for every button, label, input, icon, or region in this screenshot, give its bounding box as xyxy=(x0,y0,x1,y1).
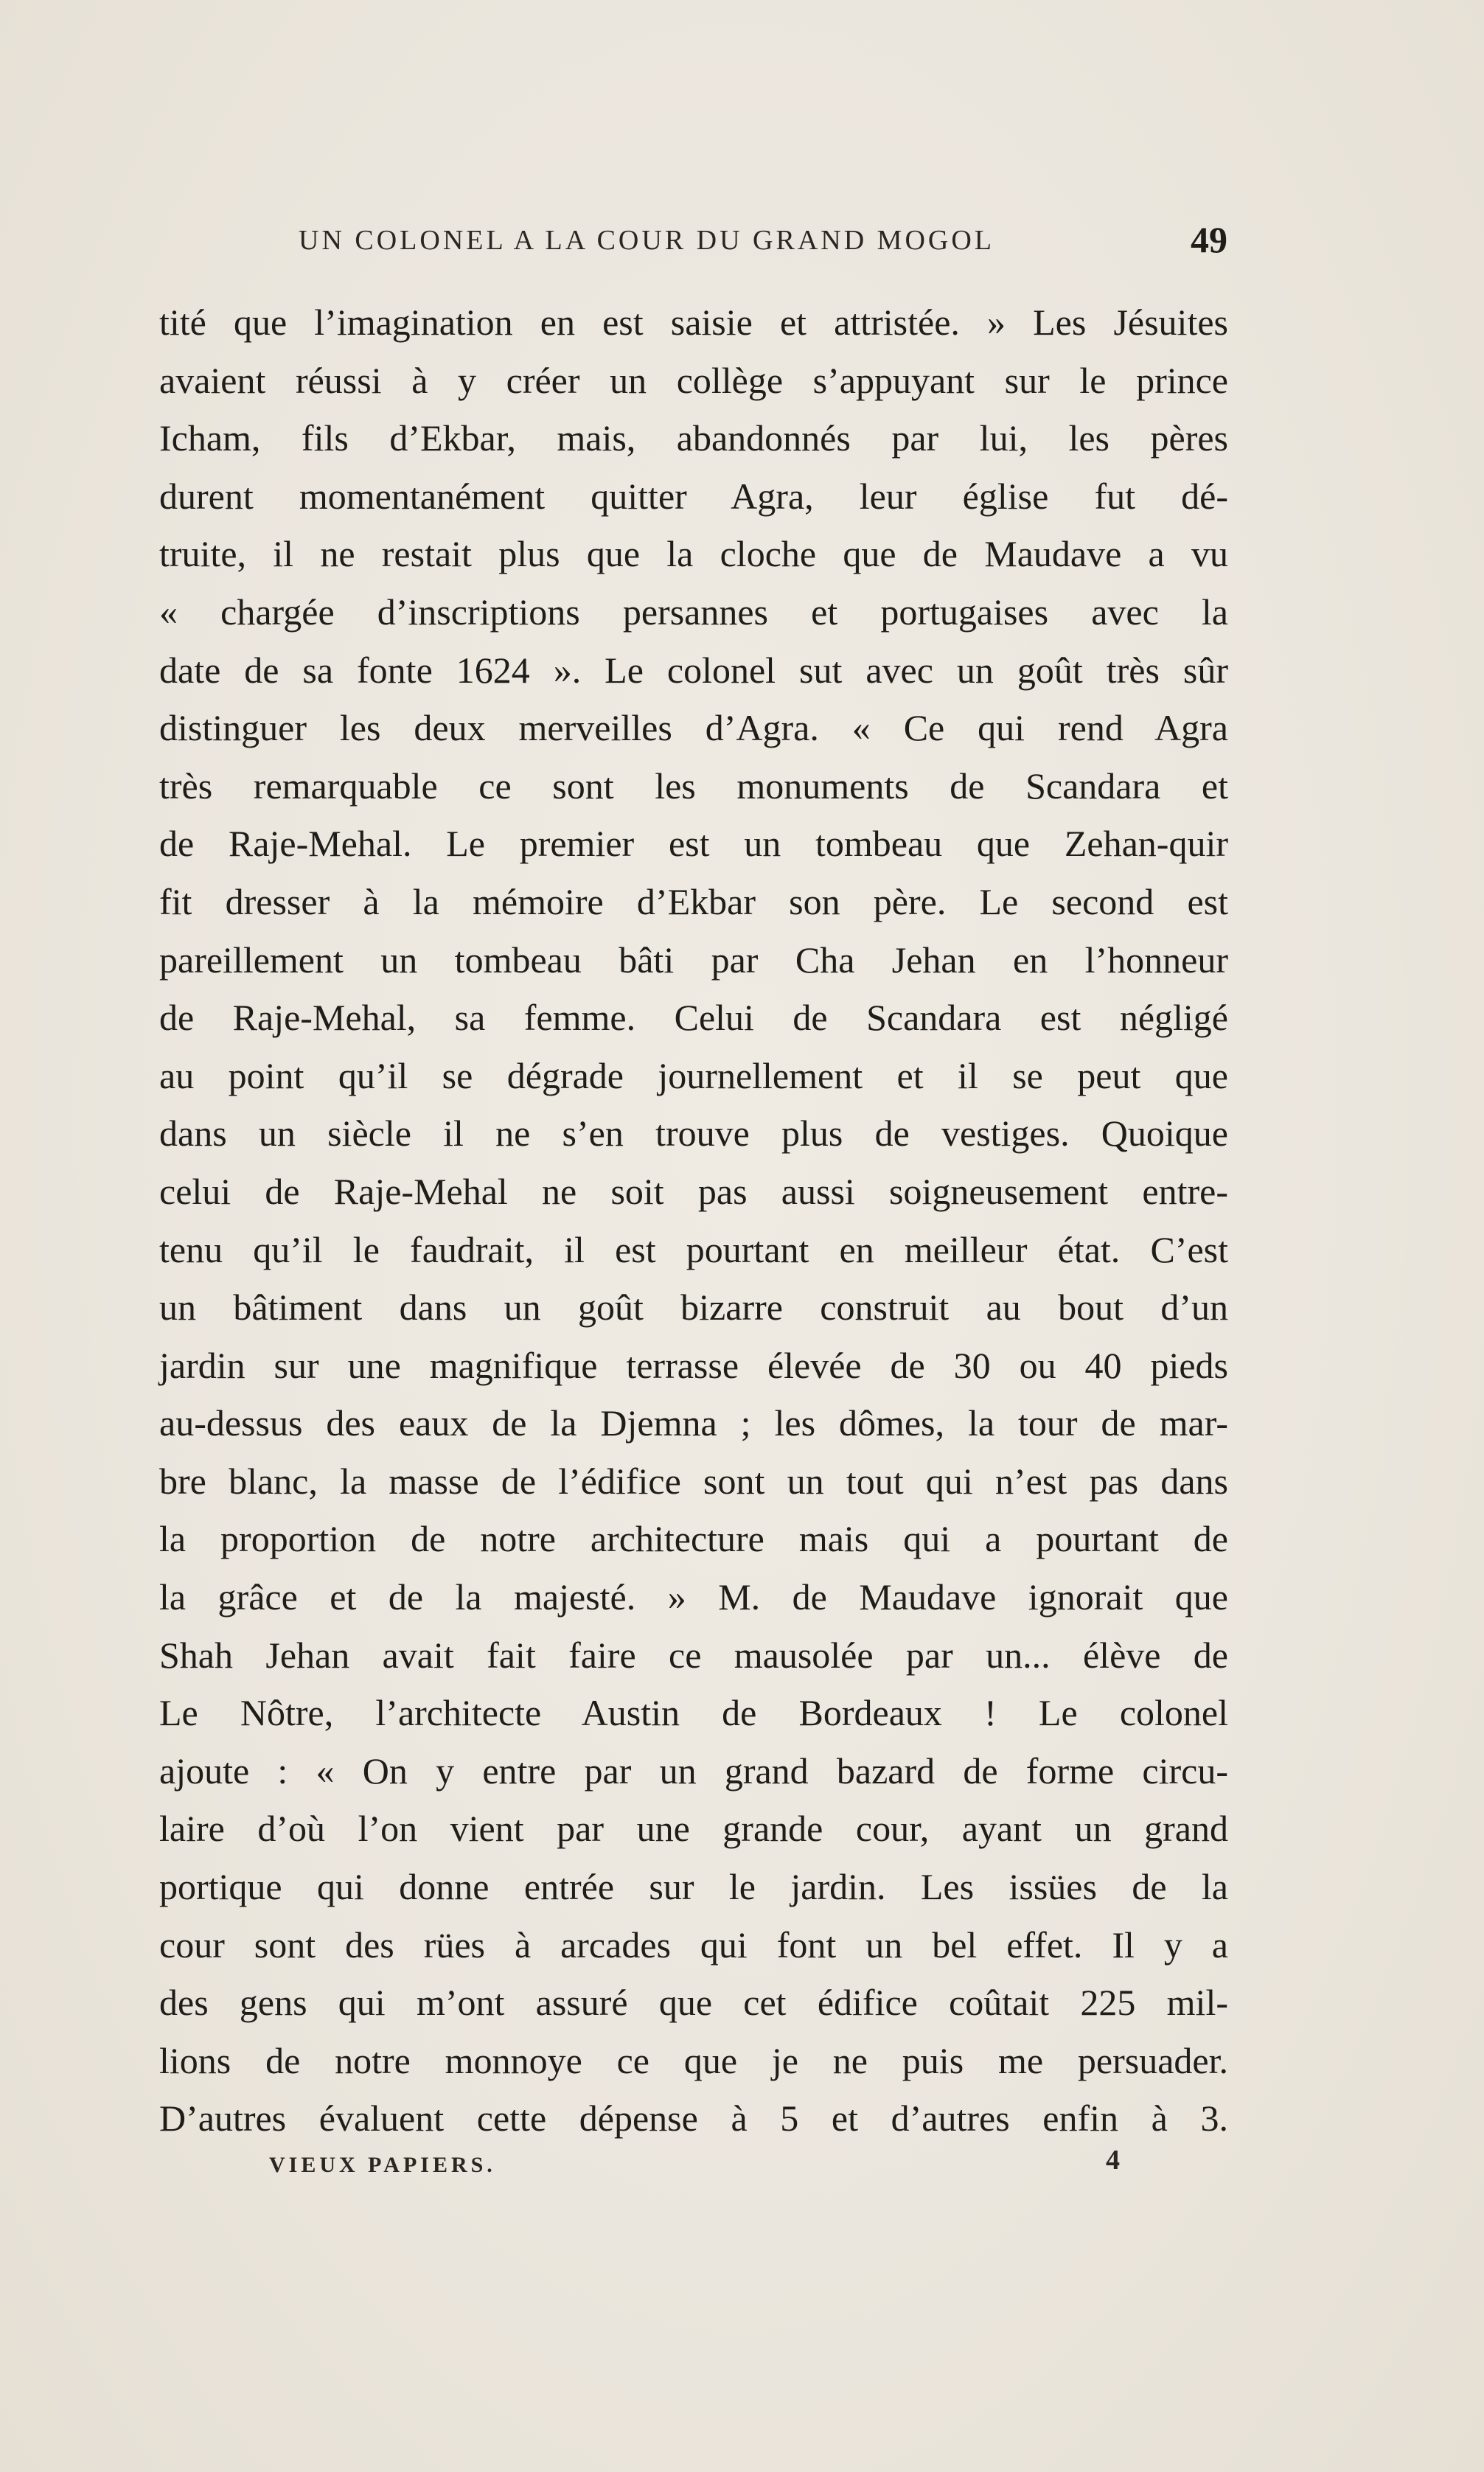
text-line: un bâtiment dans un goût bizarre construit au bout d’un xyxy=(159,1287,1228,1329)
text-line: avaient réussi à y créer un collège s’appuyant sur le prince xyxy=(159,359,1228,401)
text-line: laire d’où l’on vient par une grande cour, ayant un grand xyxy=(159,1808,1228,1850)
text-line: bre blanc, la masse de l’édifice sont un tout qui n’est pas dans xyxy=(159,1460,1228,1502)
text-line: Shah Jehan avait fait faire ce mausolée par un... élève de xyxy=(159,1634,1228,1676)
text-line: date de sa fonte 1624 ». Le colonel sut avec un goût très sûr xyxy=(159,649,1228,691)
page-number: 49 xyxy=(1191,219,1227,260)
text-line: très remarquable ce sont les monuments de Scandara et xyxy=(159,765,1228,807)
running-head xyxy=(299,218,1227,262)
text-line: dans un siècle il ne s’en trouve plus de vestiges. Quoique xyxy=(159,1113,1228,1155)
text-line: truite, il ne restait plus que la cloche que de Maudave a vu xyxy=(159,533,1228,575)
text-line: de Raje-Mehal. Le premier est un tombeau que Zehan-quir xyxy=(159,823,1228,865)
text-line: durent momentanément quitter Agra, leur église fut dé- xyxy=(159,475,1228,517)
text-line: Icham, fils d’Ekbar, mais, abandonnés par lui, les pères xyxy=(159,417,1228,459)
text-line: tenu qu’il le faudrait, il est pourtant en meilleur état. C’est xyxy=(159,1228,1228,1270)
text-line: lions de notre monnoye ce que je ne puis me persuader. xyxy=(159,2039,1228,2081)
text-line: celui de Raje-Mehal ne soit pas aussi soigneusement entre- xyxy=(159,1170,1228,1212)
text-line: la proportion de notre architecture mais qui a pourtant de xyxy=(159,1518,1228,1560)
text-line: fit dresser à la mémoire d’Ekbar son père. Le second est xyxy=(159,880,1228,922)
text-line: des gens qui m’ont assuré que cet édifice coûtait 225 mil- xyxy=(159,1982,1228,2024)
text-line: cour sont des rües à arcades qui font un bel effet. Il y a xyxy=(159,1923,1228,1966)
text-line: D’autres évaluent cette dépense à 5 et d’autres enfin à 3. xyxy=(159,2097,1228,2140)
signature-mark: VIEUX PAPIERS. xyxy=(269,2153,496,2177)
text-line: au point qu’il se dégrade journellement et il se peut que xyxy=(159,1054,1228,1096)
text-line: de Raje-Mehal, sa femme. Celui de Scandara est négligé xyxy=(159,997,1228,1039)
text-line: au-dessus des eaux de la Djemna ; les dômes, la tour de mar- xyxy=(159,1402,1228,1444)
signature-number: 4 xyxy=(1106,2145,1120,2176)
text-line: tité que l’imagination en est saisie et attristée. » Les Jésuites xyxy=(159,302,1228,343)
text-line: pareillement un tombeau bâti par Cha Jehan en l’honneur xyxy=(159,939,1228,981)
text-line: jardin sur une magnifique terrasse élevée de 30 ou 40 pieds xyxy=(159,1344,1228,1386)
body-text xyxy=(159,293,1228,2148)
text-line: la grâce et de la majesté. » M. de Maudave ignorait que xyxy=(159,1576,1228,1618)
text-line: « chargée d’inscriptions persannes et portugaises avec la xyxy=(159,591,1228,633)
text-line: distinguer les deux merveilles d’Agra. « Ce qui rend Agra xyxy=(159,707,1228,749)
text-line: ajoute : « On y entre par un grand bazard de forme circu- xyxy=(159,1749,1228,1792)
running-title: UN COLONEL A LA COUR DU GRAND MOGOL xyxy=(299,225,994,256)
text-line: Le Nôtre, l’architecte Austin de Bordeaux ! Le colonel xyxy=(159,1692,1228,1734)
text-line: portique qui donne entrée sur le jardin. Les issües de la xyxy=(159,1866,1228,1908)
